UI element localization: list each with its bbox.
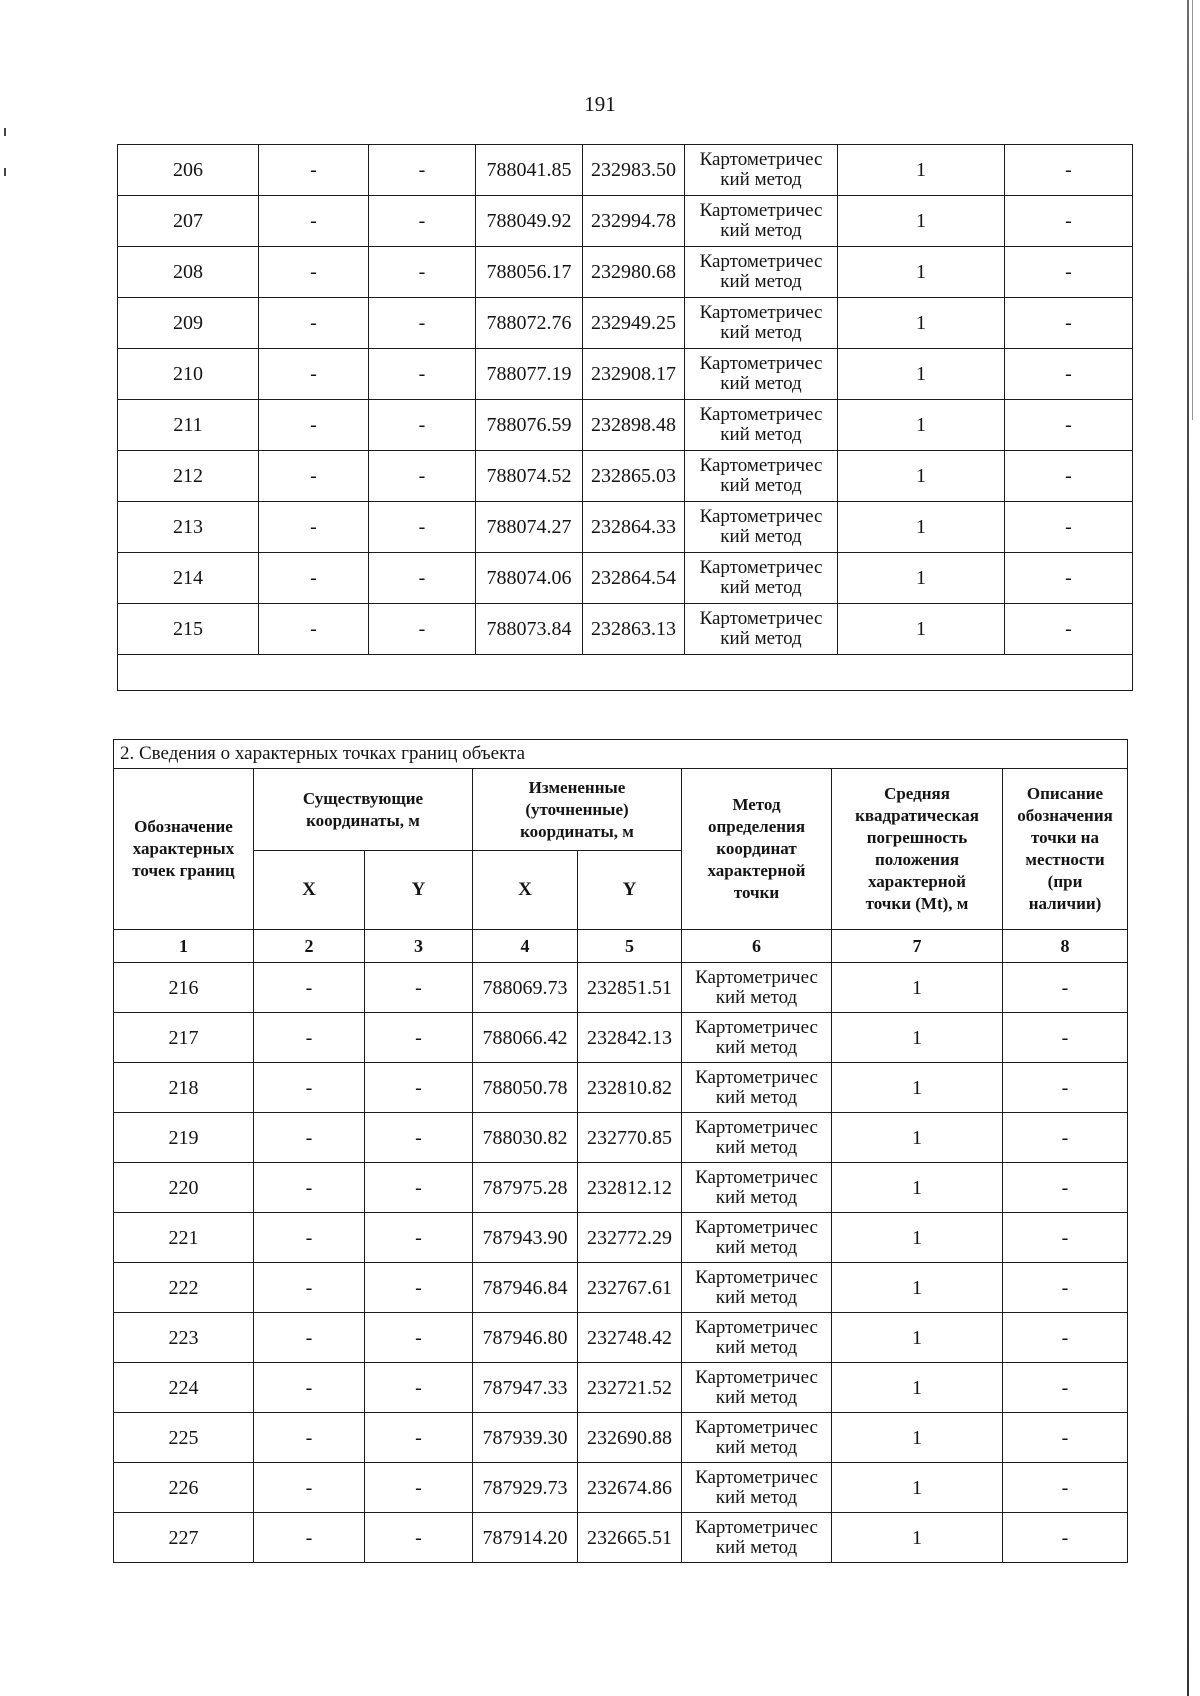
boundary-points-table [113,739,1128,1563]
section-title: 2. Сведения о характерных точках границ объекта [114,740,1128,769]
page-number: 191 [584,92,616,116]
table-row [114,1363,1128,1413]
existing-x-cell: - [254,1013,365,1063]
table-row [114,1063,1128,1113]
point-number-cell: 208 [118,247,259,298]
method-cell: Картометричес кий метод [685,298,838,349]
mean-error-cell: 1 [832,1013,1003,1063]
column-number: 3 [365,930,473,963]
description-cell: - [1005,553,1133,604]
point-number-cell: 217 [114,1013,254,1063]
changed-y-cell: 232864.54 [583,553,685,604]
description-cell: - [1003,1163,1128,1213]
table-row [114,1113,1128,1163]
mean-error-cell: 1 [832,1463,1003,1513]
changed-x-cell: 788069.73 [473,963,578,1013]
method-cell: Картометричес кий метод [682,1313,832,1363]
changed-x-cell: 788074.27 [476,502,583,553]
table1-body [118,145,1133,655]
existing-y-cell: - [365,1513,473,1563]
existing-y-cell: - [369,502,476,553]
point-number-cell: 224 [114,1363,254,1413]
point-number-cell: 220 [114,1163,254,1213]
mean-error-cell: 1 [838,400,1005,451]
mean-error-cell: 1 [832,1263,1003,1313]
point-number-cell: 226 [114,1463,254,1513]
description-cell: - [1005,298,1133,349]
mean-error-cell: 1 [838,196,1005,247]
mean-error-cell: 1 [832,1313,1003,1363]
changed-y-cell: 232865.03 [583,451,685,502]
existing-y-cell: - [365,1113,473,1163]
table-row [118,247,1133,298]
changed-y-cell: 232842.13 [578,1013,682,1063]
point-number-cell: 215 [118,604,259,655]
table-row [114,1413,1128,1463]
method-cell: Картометричес кий метод [682,1013,832,1063]
changed-x-cell: 788050.78 [473,1063,578,1113]
changed-y-cell: 232748.42 [578,1313,682,1363]
table-row [114,1313,1128,1363]
coordinates-table-continuation [117,144,1133,691]
existing-x-cell: - [254,1313,365,1363]
existing-x-cell: - [254,1213,365,1263]
existing-x-cell: - [254,1263,365,1313]
existing-x-cell: - [259,298,369,349]
method-cell: Картометричес кий метод [682,1513,832,1563]
mean-error-cell: 1 [832,1163,1003,1213]
description-cell: - [1003,1463,1128,1513]
mean-error-cell: 1 [832,1063,1003,1113]
existing-x-cell: - [254,963,365,1013]
method-cell: Картометричес кий метод [682,1363,832,1413]
header-existing-coordinates: Существующие координаты, м [254,769,473,851]
existing-y-cell: - [365,1313,473,1363]
description-cell: - [1005,247,1133,298]
changed-x-cell: 787946.80 [473,1313,578,1363]
existing-y-cell: - [369,451,476,502]
changed-y-cell: 232674.86 [578,1463,682,1513]
point-number-cell: 214 [118,553,259,604]
table-row [118,298,1133,349]
mean-error-cell: 1 [838,502,1005,553]
existing-x-cell: - [254,1363,365,1413]
column-number: 5 [578,930,682,963]
changed-x-cell: 788041.85 [476,145,583,196]
existing-x-cell: - [254,1463,365,1513]
mean-error-cell: 1 [832,1513,1003,1563]
point-number-cell: 221 [114,1213,254,1263]
header-mean-error: Средняя квадратическая погрешность положения характерной точки (Mt), м [832,769,1003,930]
changed-y-cell: 232864.33 [583,502,685,553]
changed-y-cell: 232980.68 [583,247,685,298]
existing-x-cell: - [254,1063,365,1113]
changed-x-cell: 788074.52 [476,451,583,502]
method-cell: Картометричес кий метод [685,196,838,247]
method-cell: Картометричес кий метод [682,963,832,1013]
method-cell: Картометричес кий метод [682,1413,832,1463]
changed-x-cell: 788056.17 [476,247,583,298]
existing-y-cell: - [365,1163,473,1213]
changed-y-cell: 232690.88 [578,1413,682,1463]
description-cell: - [1003,1513,1128,1563]
mean-error-cell: 1 [832,1413,1003,1463]
description-cell: - [1003,1313,1128,1363]
changed-y-cell: 232908.17 [583,349,685,400]
changed-x-cell: 787947.33 [473,1363,578,1413]
table1-empty-row [118,655,1133,691]
existing-x-cell: - [259,349,369,400]
header-row [114,769,1128,851]
description-cell: - [1003,1213,1128,1263]
existing-x-cell: - [259,400,369,451]
existing-y-cell: - [369,145,476,196]
method-cell: Картометричес кий метод [682,1163,832,1213]
point-number-cell: 216 [114,963,254,1013]
table-row [118,196,1133,247]
existing-y-cell: - [365,1213,473,1263]
header-description: Описание обозначения точки на местности (при наличии) [1003,769,1128,930]
changed-y-cell: 232863.13 [583,604,685,655]
mean-error-cell: 1 [838,451,1005,502]
description-cell: - [1003,1063,1128,1113]
column-number: 8 [1003,930,1128,963]
mean-error-cell: 1 [838,145,1005,196]
table1-footer [118,655,1133,691]
table-row [118,349,1133,400]
mean-error-cell: 1 [838,247,1005,298]
table-row [114,1213,1128,1263]
existing-x-cell: - [254,1413,365,1463]
column-number: 1 [114,930,254,963]
changed-x-cell: 787946.84 [473,1263,578,1313]
changed-x-cell: 787975.28 [473,1163,578,1213]
changed-x-cell: 788077.19 [476,349,583,400]
table-row [114,1163,1128,1213]
method-cell: Картометричес кий метод [685,502,838,553]
point-number-cell: 223 [114,1313,254,1363]
changed-y-cell: 232772.29 [578,1213,682,1263]
changed-y-cell: 232851.51 [578,963,682,1013]
existing-x-cell: - [259,604,369,655]
point-number-cell: 207 [118,196,259,247]
point-number-cell: 218 [114,1063,254,1113]
mean-error-cell: 1 [838,298,1005,349]
changed-y-cell: 232810.82 [578,1063,682,1113]
changed-x-cell: 788074.06 [476,553,583,604]
description-cell: - [1003,1113,1128,1163]
changed-y-cell: 232721.52 [578,1363,682,1413]
changed-x-cell: 788066.42 [473,1013,578,1063]
table-row [118,400,1133,451]
header-existing-x: X [254,851,365,930]
column-number-row [114,930,1128,963]
existing-y-cell: - [369,553,476,604]
description-cell: - [1005,502,1133,553]
existing-y-cell: - [365,1013,473,1063]
table-row [118,451,1133,502]
changed-y-cell: 232665.51 [578,1513,682,1563]
changed-y-cell: 232949.25 [583,298,685,349]
existing-y-cell: - [369,247,476,298]
column-number: 7 [832,930,1003,963]
existing-x-cell: - [259,196,369,247]
existing-y-cell: - [365,1263,473,1313]
description-cell: - [1005,400,1133,451]
column-number: 2 [254,930,365,963]
scan-mark [4,128,6,136]
existing-x-cell: - [259,145,369,196]
method-cell: Картометричес кий метод [685,604,838,655]
header-changed-y: Y [578,851,682,930]
changed-x-cell: 787929.73 [473,1463,578,1513]
existing-x-cell: - [254,1113,365,1163]
mean-error-cell: 1 [838,553,1005,604]
changed-y-cell: 232770.85 [578,1113,682,1163]
table-row [118,604,1133,655]
mean-error-cell: 1 [832,1113,1003,1163]
existing-x-cell: - [254,1163,365,1213]
method-cell: Картометричес кий метод [685,247,838,298]
description-cell: - [1003,963,1128,1013]
table-row [118,553,1133,604]
table2-header [114,740,1128,963]
method-cell: Картометричес кий метод [685,553,838,604]
section-title-row [114,740,1128,769]
column-number: 4 [473,930,578,963]
changed-x-cell: 788073.84 [476,604,583,655]
header-existing-y: Y [365,851,473,930]
existing-y-cell: - [369,196,476,247]
point-number-cell: 209 [118,298,259,349]
description-cell: - [1005,451,1133,502]
existing-y-cell: - [369,349,476,400]
existing-y-cell: - [365,963,473,1013]
header-changed-x: X [473,851,578,930]
changed-x-cell: 787914.20 [473,1513,578,1563]
point-number-cell: 222 [114,1263,254,1313]
header-method: Метод определения координат характерной точки [682,769,832,930]
existing-y-cell: - [369,400,476,451]
changed-y-cell: 232994.78 [583,196,685,247]
point-number-cell: 206 [118,145,259,196]
point-number-cell: 227 [114,1513,254,1563]
existing-y-cell: - [365,1413,473,1463]
header-changed-coordinates: Измененные (уточненные) координаты, м [473,769,682,851]
changed-y-cell: 232898.48 [583,400,685,451]
existing-y-cell: - [369,604,476,655]
existing-x-cell: - [259,553,369,604]
table2-body [114,963,1128,1563]
table-row [114,1463,1128,1513]
description-cell: - [1005,349,1133,400]
description-cell: - [1003,1263,1128,1313]
changed-x-cell: 788049.92 [476,196,583,247]
empty-cell [118,655,1133,691]
description-cell: - [1005,196,1133,247]
existing-y-cell: - [365,1063,473,1113]
changed-y-cell: 232812.12 [578,1163,682,1213]
mean-error-cell: 1 [838,604,1005,655]
point-number-cell: 210 [118,349,259,400]
scan-mark [4,168,6,176]
table-row [114,1513,1128,1563]
table-row [114,1013,1128,1063]
scan-edge-line-secondary [1192,0,1193,420]
point-number-cell: 219 [114,1113,254,1163]
existing-x-cell: - [259,451,369,502]
point-number-cell: 225 [114,1413,254,1463]
description-cell: - [1003,1363,1128,1413]
point-number-cell: 212 [118,451,259,502]
table-row [118,145,1133,196]
method-cell: Картометричес кий метод [685,400,838,451]
changed-x-cell: 787939.30 [473,1413,578,1463]
existing-x-cell: - [259,247,369,298]
scan-edge-line [1187,0,1189,1696]
changed-x-cell: 788072.76 [476,298,583,349]
mean-error-cell: 1 [838,349,1005,400]
point-number-cell: 213 [118,502,259,553]
changed-x-cell: 788076.59 [476,400,583,451]
description-cell: - [1005,145,1133,196]
description-cell: - [1003,1413,1128,1463]
method-cell: Картометричес кий метод [685,451,838,502]
changed-y-cell: 232767.61 [578,1263,682,1313]
point-number-cell: 211 [118,400,259,451]
existing-x-cell: - [259,502,369,553]
existing-y-cell: - [365,1363,473,1413]
method-cell: Картометричес кий метод [682,1263,832,1313]
changed-x-cell: 787943.90 [473,1213,578,1263]
method-cell: Картометричес кий метод [682,1213,832,1263]
method-cell: Картометричес кий метод [682,1113,832,1163]
changed-y-cell: 232983.50 [583,145,685,196]
description-cell: - [1005,604,1133,655]
column-number: 6 [682,930,832,963]
existing-y-cell: - [365,1463,473,1513]
method-cell: Картометричес кий метод [682,1063,832,1113]
header-point-designation: Обозначение характерных точек границ [114,769,254,930]
mean-error-cell: 1 [832,1363,1003,1413]
mean-error-cell: 1 [832,963,1003,1013]
changed-x-cell: 788030.82 [473,1113,578,1163]
mean-error-cell: 1 [832,1213,1003,1263]
method-cell: Картометричес кий метод [682,1463,832,1513]
table-row [118,502,1133,553]
existing-y-cell: - [369,298,476,349]
method-cell: Картометричес кий метод [685,145,838,196]
description-cell: - [1003,1013,1128,1063]
table-row [114,1263,1128,1313]
method-cell: Картометричес кий метод [685,349,838,400]
table-row [114,963,1128,1013]
existing-x-cell: - [254,1513,365,1563]
